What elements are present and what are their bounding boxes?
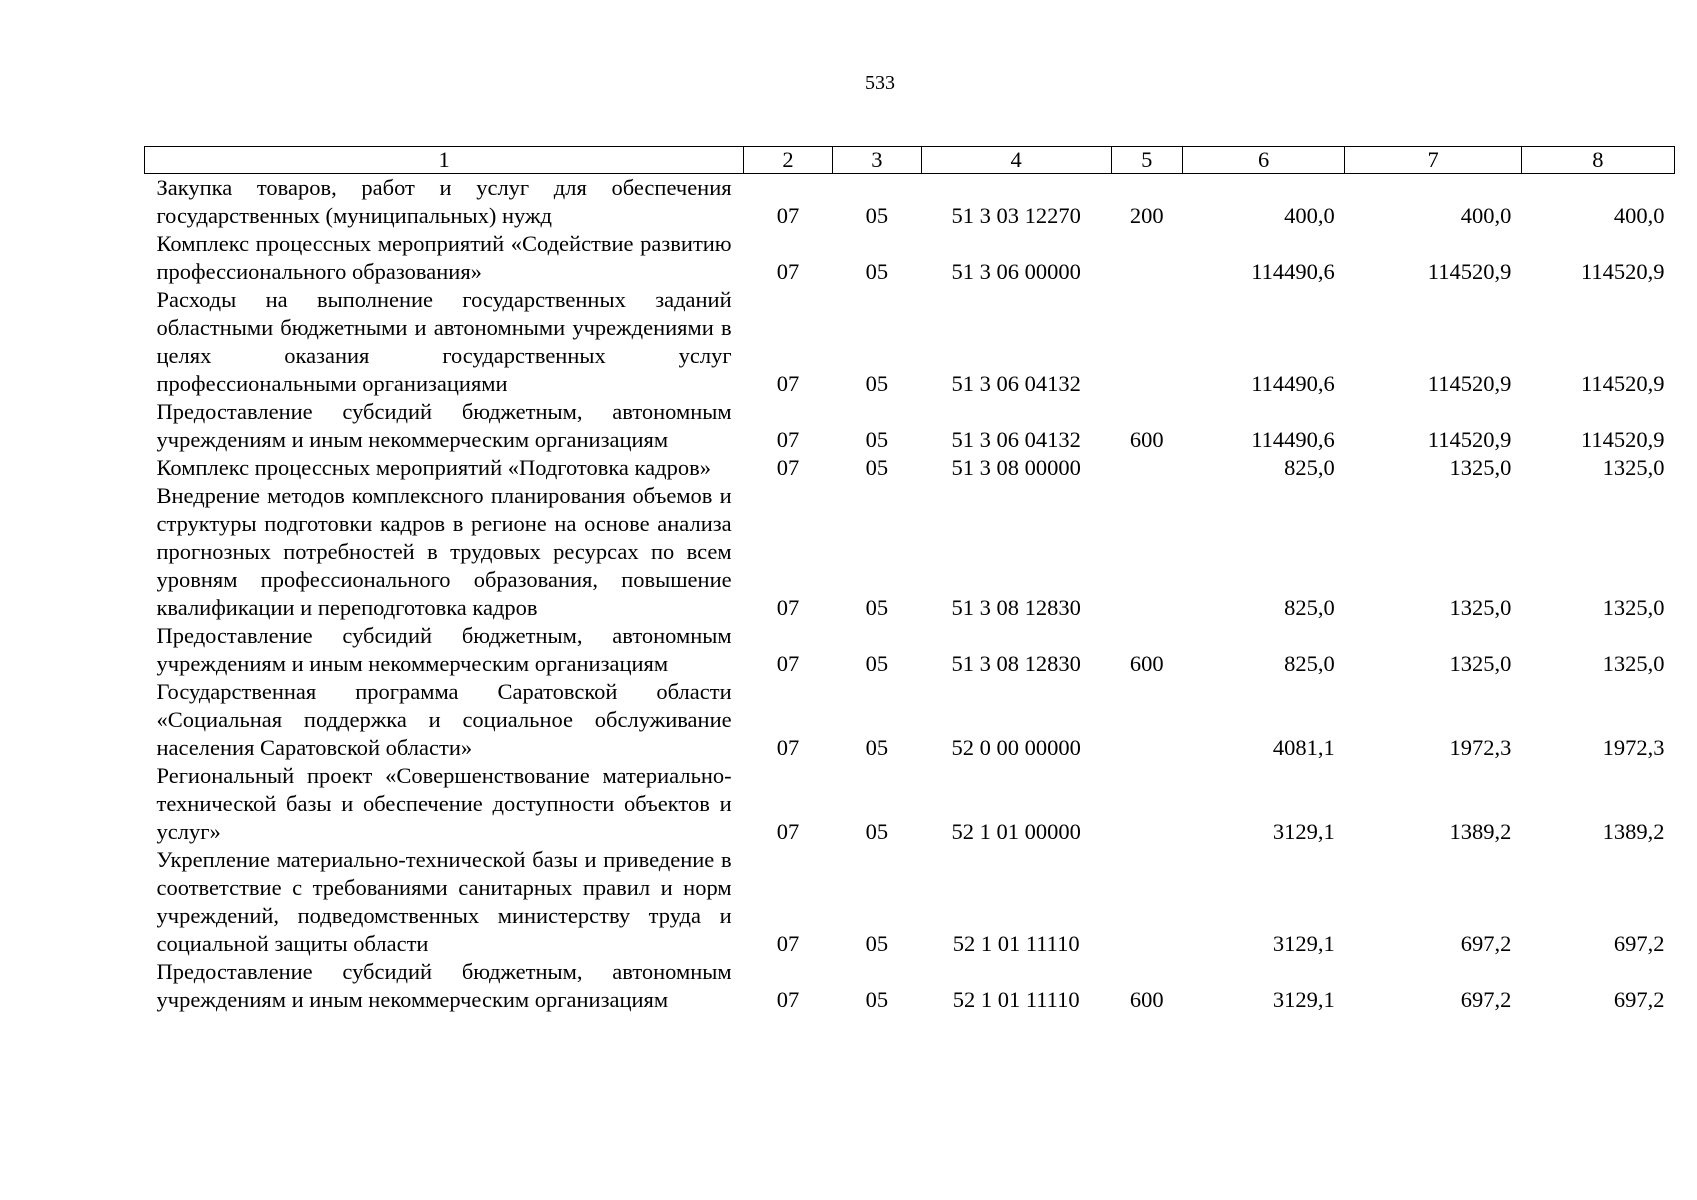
amount-year-2: 1972,3 (1449, 735, 1512, 760)
subsection-code: 05 (865, 651, 889, 676)
target-article-code: 51 3 08 00000 (951, 455, 1081, 480)
target-article-code: 51 3 06 04132 (951, 371, 1081, 396)
column-header: 4 (921, 147, 1111, 174)
expense-type-code (1111, 482, 1182, 622)
amount-year-3: 1325,0 (1602, 651, 1665, 676)
section-code: 07 (776, 735, 800, 760)
expense-type-code: 600 (1129, 651, 1164, 676)
amount-year-3: 1325,0 (1602, 455, 1665, 480)
expense-type-code: 600 (1129, 987, 1164, 1012)
section-code: 07 (776, 203, 800, 228)
amount-year-1: 3129,1 (1272, 987, 1335, 1012)
target-article-code: 52 1 01 11110 (952, 931, 1080, 956)
table-row (145, 482, 1675, 622)
amount-year-2: 1325,0 (1449, 455, 1512, 480)
target-article-code: 51 3 06 04132 (951, 427, 1081, 452)
amount-year-2: 697,2 (1460, 931, 1512, 956)
amount-year-3: 1972,3 (1602, 735, 1665, 760)
section-code: 07 (776, 455, 800, 480)
expense-type-code: 600 (1129, 427, 1164, 452)
section-code: 07 (776, 987, 800, 1012)
amount-year-1: 114490,6 (1251, 371, 1335, 396)
row-description: Предоставление субсидий бюджетным, автономным учреждениям и иным некоммерческим организациям (156, 399, 732, 452)
subsection-code: 05 (865, 987, 889, 1012)
target-article-code: 52 0 00 00000 (951, 735, 1081, 760)
amount-year-3: 1325,0 (1602, 595, 1665, 620)
subsection-code: 05 (865, 371, 889, 396)
page-number: 533 (865, 72, 895, 94)
column-header: 3 (832, 147, 921, 174)
amount-year-2: 697,2 (1460, 987, 1512, 1012)
subsection-code: 05 (865, 259, 889, 284)
target-article-code: 51 3 06 00000 (951, 259, 1081, 284)
amount-year-2: 1389,2 (1449, 819, 1512, 844)
section-code: 07 (776, 427, 800, 452)
row-description: Предоставление субсидий бюджетным, автономным учреждениям и иным некоммерческим организациям (156, 623, 732, 676)
amount-year-2: 1325,0 (1449, 595, 1512, 620)
table-row (145, 454, 1675, 482)
expense-type-code (1111, 762, 1182, 846)
section-code: 07 (776, 819, 800, 844)
amount-year-2: 400,0 (1460, 203, 1512, 228)
amount-year-1: 400,0 (1284, 203, 1335, 228)
table-row (145, 398, 1675, 454)
expense-type-code (1111, 286, 1182, 398)
subsection-code: 05 (865, 455, 889, 480)
row-description: Закупка товаров, работ и услуг для обеспечения государственных (муниципальных) нужд (156, 175, 732, 228)
expense-type-code (1111, 454, 1182, 482)
subsection-code: 05 (865, 595, 889, 620)
amount-year-3: 1389,2 (1602, 819, 1665, 844)
column-header: 1 (145, 147, 744, 174)
column-header: 6 (1183, 147, 1345, 174)
amount-year-2: 114520,9 (1427, 427, 1512, 452)
section-code: 07 (776, 595, 800, 620)
budget-table (144, 146, 1675, 1014)
amount-year-1: 3129,1 (1272, 819, 1335, 844)
amount-year-1: 4081,1 (1272, 735, 1335, 760)
amount-year-2: 114520,9 (1427, 371, 1512, 396)
amount-year-3: 114520,9 (1580, 259, 1665, 284)
table-row (145, 174, 1675, 231)
amount-year-1: 825,0 (1284, 651, 1335, 676)
row-description: Комплекс процессных мероприятий «Содействие развитию профессионального образования» (156, 231, 732, 284)
row-description: Комплекс процессных мероприятий «Подготовка кадров» (156, 455, 711, 480)
subsection-code: 05 (865, 819, 889, 844)
amount-year-3: 400,0 (1613, 203, 1665, 228)
subsection-code: 05 (865, 427, 889, 452)
table-row (145, 762, 1675, 846)
subsection-code: 05 (865, 735, 889, 760)
table-row (145, 846, 1675, 958)
row-description: Внедрение методов комплексного планирования объемов и структуры подготовки кадров в регионе на основе анализа прогнозных потребностей в трудовых ресурсах по всем уровням профессионального образования, повышение квалификации и переподготовка кадров (156, 483, 732, 620)
column-header: 7 (1345, 147, 1522, 174)
target-article-code: 52 1 01 11110 (952, 987, 1080, 1012)
amount-year-1: 3129,1 (1272, 931, 1335, 956)
amount-year-3: 114520,9 (1580, 371, 1665, 396)
amount-year-3: 697,2 (1613, 931, 1665, 956)
amount-year-1: 114490,6 (1251, 427, 1335, 452)
expense-type-code (1111, 846, 1182, 958)
table-row (145, 622, 1675, 678)
amount-year-2: 1325,0 (1449, 651, 1512, 676)
amount-year-1: 114490,6 (1251, 259, 1335, 284)
target-article-code: 51 3 08 12830 (951, 651, 1081, 676)
amount-year-2: 114520,9 (1427, 259, 1512, 284)
row-description: Государственная программа Саратовской области «Социальная поддержка и социальное обслуживание населения Саратовской области» (156, 679, 732, 760)
table-row (145, 958, 1675, 1014)
target-article-code: 51 3 08 12830 (951, 595, 1081, 620)
row-description: Предоставление субсидий бюджетным, автономным учреждениям и иным некоммерческим организациям (156, 959, 732, 1012)
column-header: 8 (1521, 147, 1674, 174)
amount-year-3: 697,2 (1613, 987, 1665, 1012)
amount-year-1: 825,0 (1284, 595, 1335, 620)
expense-type-code (1111, 230, 1182, 286)
table-row (145, 230, 1675, 286)
table-row (145, 678, 1675, 762)
subsection-code: 05 (865, 931, 889, 956)
row-description: Укрепление материально-технической базы и приведение в соответствие с требованиями санитарных правил и норм учреждений, подведомственных министерству труда и социальной защиты области (156, 847, 732, 956)
column-header: 2 (744, 147, 833, 174)
column-header: 5 (1111, 147, 1182, 174)
section-code: 07 (776, 259, 800, 284)
amount-year-1: 825,0 (1284, 455, 1335, 480)
section-code: 07 (776, 371, 800, 396)
section-code: 07 (776, 651, 800, 676)
target-article-code: 51 3 03 12270 (951, 203, 1081, 228)
table-row (145, 286, 1675, 398)
row-description: Региональный проект «Совершенствование материально-технической базы и обеспечение доступности объектов и услуг» (156, 763, 732, 844)
section-code: 07 (776, 931, 800, 956)
expense-type-code: 200 (1129, 203, 1164, 228)
expense-type-code (1111, 678, 1182, 762)
subsection-code: 05 (865, 203, 889, 228)
target-article-code: 52 1 01 00000 (951, 819, 1081, 844)
header-row (145, 147, 1675, 174)
amount-year-3: 114520,9 (1580, 427, 1665, 452)
row-description: Расходы на выполнение государственных заданий областными бюджетными и автономными учреждениями в целях оказания государственных услуг профессиональными организациями (156, 287, 732, 396)
